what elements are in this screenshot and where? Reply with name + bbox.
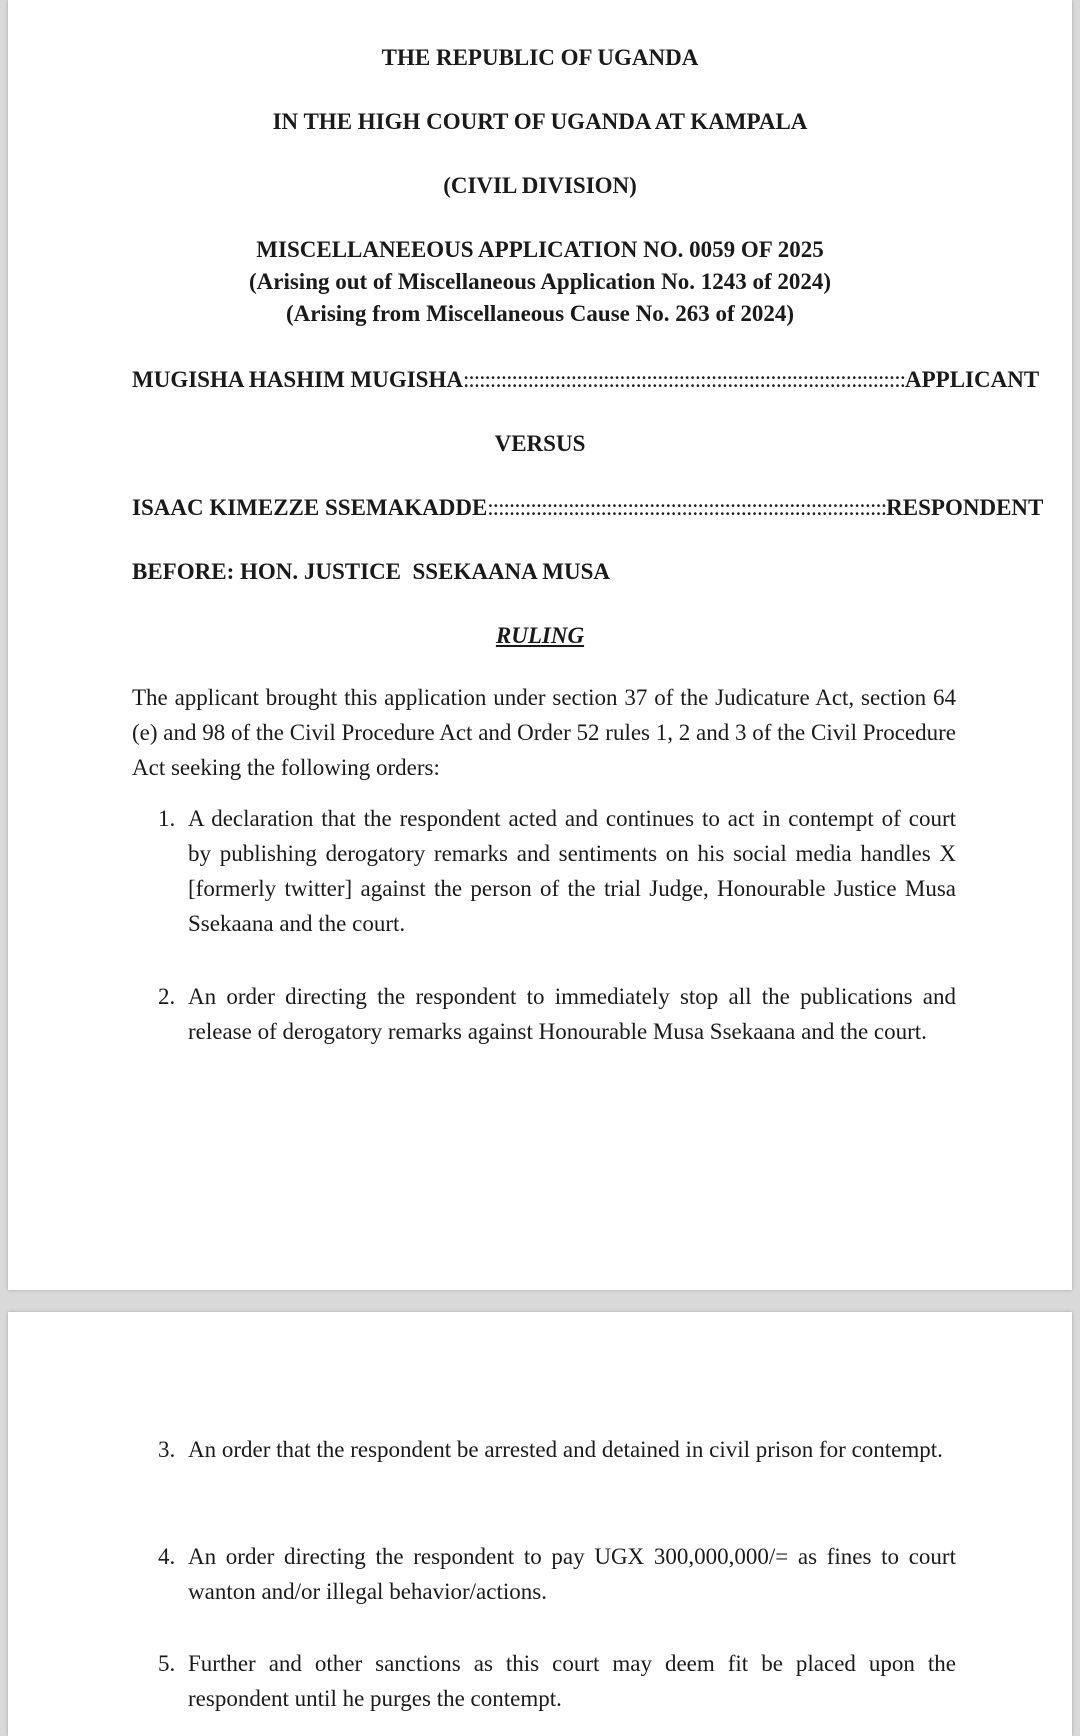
- order-number: 3.: [158, 1437, 176, 1462]
- applicant-dots: ::::::::::::::::::::::::::::::::::::::::::::::::::::::::::::::::::::::::::::::::::: [462, 367, 905, 392]
- applicant-role: APPLICANT: [904, 367, 1040, 392]
- versus-label: VERSUS: [494, 431, 586, 456]
- respondent-dots: ::::::::::::::::::::::::::::::::::::::::::::::::::::::::::::::::::::::::::: [487, 495, 887, 520]
- order-number: 2.: [158, 984, 176, 1009]
- order-number: 4.: [158, 1544, 176, 1569]
- order-number: 1.: [158, 806, 176, 831]
- republic-heading: THE REPUBLIC OF UGANDA: [381, 45, 699, 70]
- respondent-name: ISAAC KIMEZZE SSEMAKADDE: [132, 495, 488, 520]
- before-judge-line: BEFORE: HON. JUSTICE SSEKAANA MUSA: [132, 559, 610, 584]
- order-item-2: [158, 979, 956, 1049]
- document-page-1: [8, 0, 1072, 1290]
- intro-paragraph: The applicant brought this application under section 37 of the Judicature Act, section 64 (e) and 98 of the Civil Procedure Act and Order 52 rules 1, 2 and 3 of the Civil Procedure Act seeking the following orders:: [132, 685, 956, 780]
- order-text: An order that the respondent be arrested and detained in civil prison for contempt.: [188, 1437, 943, 1462]
- respondent-role: RESPONDENT: [886, 495, 1044, 520]
- applicant-name: MUGISHA HASHIM MUGISHA: [132, 367, 463, 392]
- ruling-title: RULING: [495, 623, 585, 648]
- court-heading: IN THE HIGH COURT OF UGANDA AT KAMPALA: [272, 109, 808, 134]
- division-heading: (CIVIL DIVISION): [443, 173, 637, 198]
- respondent-line: [132, 492, 1044, 524]
- order-text: An order directing the respondent to pay UGX 300,000,000/= as fines to court wanton and/or illegal behavior/actions.: [188, 1544, 956, 1604]
- arising-from-line: (Arising from Miscellaneous Cause No. 263 of 2024): [285, 301, 795, 326]
- order-item-3: [158, 1432, 956, 1467]
- order-text: A declaration that the respondent acted and continues to act in contempt of court by publishing derogatory remarks and sentiments on his social media handles X [formerly twitter] against the person of the trial Judge, Honourable Justice Musa Ssekaana and the court.: [188, 806, 956, 936]
- document-page-2: [8, 1312, 1072, 1736]
- order-item-4: [158, 1539, 956, 1609]
- order-item-5: [158, 1646, 956, 1716]
- order-item-1: [158, 801, 956, 941]
- application-number: MISCELLANEEOUS APPLICATION NO. 0059 OF 2025: [256, 237, 824, 262]
- arising-out-of-line: (Arising out of Miscellaneous Application No. 1243 of 2024): [248, 269, 832, 294]
- applicant-line: [132, 364, 1040, 396]
- order-text: An order directing the respondent to immediately stop all the publications and release of derogatory remarks against Honourable Musa Ssekaana and the court.: [188, 984, 956, 1044]
- order-text: Further and other sanctions as this court may deem fit be placed upon the respondent until he purges the contempt.: [188, 1651, 956, 1711]
- order-number: 5.: [158, 1651, 176, 1676]
